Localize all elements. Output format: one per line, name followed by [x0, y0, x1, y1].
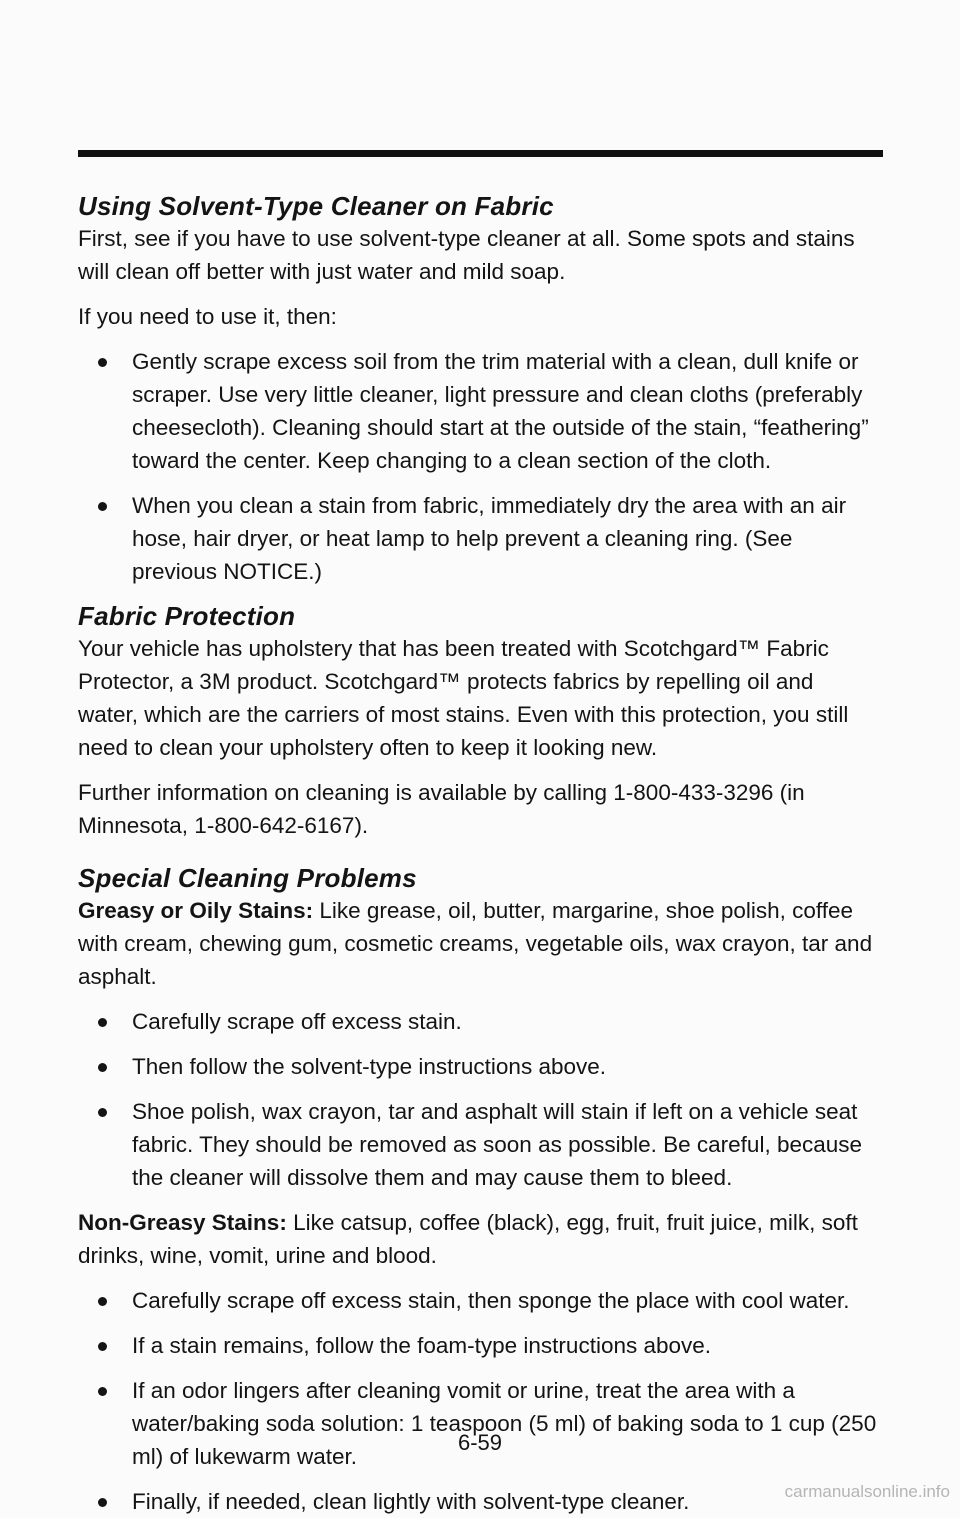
solvent-steps-list	[78, 345, 878, 588]
list-item: Carefully scrape off excess stain, then sponge the place with cool water.	[78, 1284, 878, 1317]
page-content	[78, 190, 878, 1518]
solvent-intro: First, see if you have to use solvent-type cleaner at all. Some spots and stains will clean off better with just water and mild soap.	[78, 226, 855, 284]
list-item: Carefully scrape off excess stain.	[78, 1005, 878, 1038]
top-rule	[78, 150, 883, 157]
list-item: When you clean a stain from fabric, immediately dry the area with an air hose, hair dryer, or heat lamp to help prevent a cleaning ring. (See previous NOTICE.)	[78, 489, 878, 588]
list-item: If an odor lingers after cleaning vomit or urine, treat the area with a water/baking soda solution: 1 teaspoon (5 ml) of baking soda to 1 cup (250 ml) of lukewarm water.	[78, 1374, 878, 1473]
protection-paragraph: Your vehicle has upholstery that has been treated with Scotchgard™ Fabric Protector, a 3M product. Scotchgard™ protects fabrics by repelling oil and water, which are the carriers of most stains. Even with this protection, you still need to clean your upholstery often to keep it looking new.	[78, 636, 849, 760]
nongreasy-stains-label: Non-Greasy Stains:	[78, 1210, 287, 1235]
list-item: If a stain remains, follow the foam-type instructions above.	[78, 1329, 878, 1362]
section-title-protection: Fabric Protection	[78, 601, 296, 631]
section-title-solvent: Using Solvent-Type Cleaner on Fabric	[78, 191, 554, 221]
nongreasy-steps-list	[78, 1284, 878, 1518]
greasy-stains-label: Greasy or Oily Stains:	[78, 898, 314, 923]
nongreasy-stains-text: Like catsup, coffee (black), egg, fruit, fruit juice, milk, soft drinks, wine, vomit, urine and blood.	[78, 1210, 858, 1268]
list-item: Then follow the solvent-type instructions above.	[78, 1050, 878, 1083]
greasy-stains-paragraph	[78, 894, 878, 993]
section-title-special: Special Cleaning Problems	[78, 863, 417, 893]
greasy-steps-list	[78, 1005, 878, 1194]
greasy-stains-text: Like grease, oil, butter, margarine, shoe polish, coffee with cream, chewing gum, cosmetic creams, vegetable oils, wax crayon, tar and asphalt.	[78, 898, 873, 989]
nongreasy-stains-paragraph	[78, 1206, 878, 1272]
cleaning-info-paragraph: Further information on cleaning is available by calling 1-800-433-3296 (in Minnesota, 1-800-642-6167).	[78, 780, 805, 838]
list-item: Gently scrape excess soil from the trim material with a clean, dull knife or scraper. Use very little cleaner, light pressure and clean cloths (preferably cheesecloth). Cleaning should start at the outside of the stain, “feathering” toward the center. Keep changing to a clean section of the cloth.	[78, 345, 878, 477]
list-item: Finally, if needed, clean lightly with solvent-type cleaner.	[78, 1485, 878, 1518]
list-item: Shoe polish, wax crayon, tar and asphalt will stain if left on a vehicle seat fabric. They should be removed as soon as possible. Be careful, because the cleaner will dissolve them and may cause them to bleed.	[78, 1095, 878, 1194]
solvent-lead-in: If you need to use it, then:	[78, 304, 337, 329]
page-number: 6-59	[457, 1430, 503, 1455]
watermark: carmanualsonline.info	[784, 1482, 950, 1501]
